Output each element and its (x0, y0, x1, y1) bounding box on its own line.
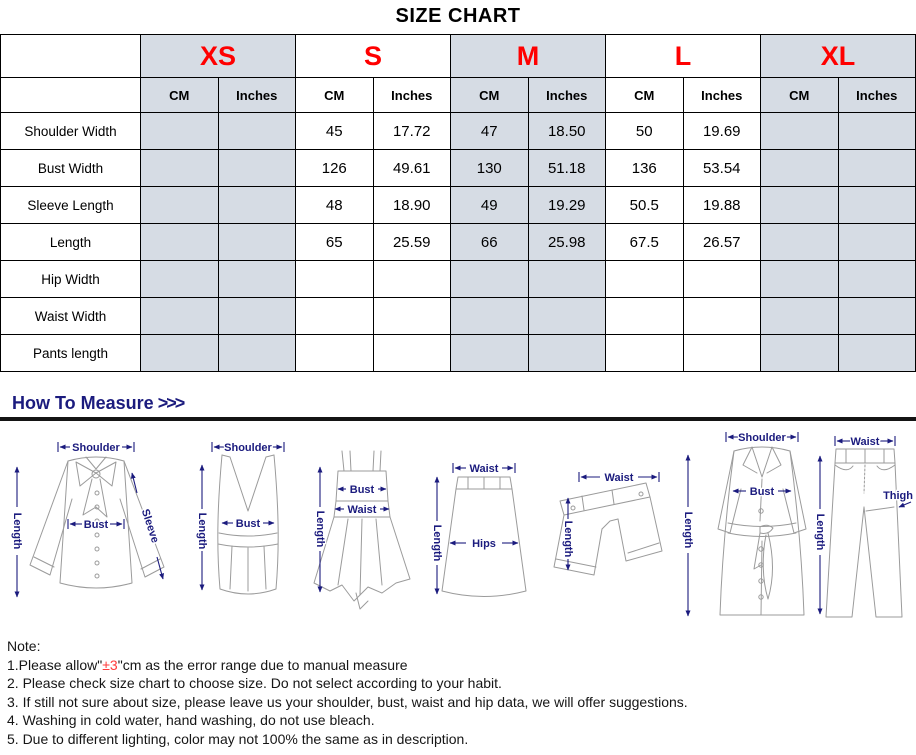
value-cell (451, 335, 529, 372)
value-cell (141, 335, 219, 372)
unit-header-inches: Inches (528, 78, 606, 113)
unit-header-cm: CM (606, 78, 684, 113)
value-cell: 50 (606, 113, 684, 150)
value-cell (606, 261, 684, 298)
unit-header-inches: Inches (683, 78, 761, 113)
unit-header-cm: CM (141, 78, 219, 113)
value-cell (141, 224, 219, 261)
value-cell (218, 261, 296, 298)
measure-label-waist: Waist (469, 463, 499, 475)
measure-label-hips: Hips (472, 538, 496, 550)
value-cell (683, 261, 761, 298)
row-label: Length (1, 224, 141, 261)
size-chart-table (0, 34, 916, 372)
value-cell: 130 (451, 150, 529, 187)
unit-header-row (1, 78, 916, 113)
value-cell (606, 298, 684, 335)
coat-measure-arrows (688, 432, 798, 616)
skirt-measure-arrows (437, 463, 518, 594)
measure-label-waist: Waist (604, 472, 634, 484)
value-cell (838, 261, 916, 298)
measure-label-length: Length (431, 524, 443, 562)
table-row-length (1, 224, 916, 261)
value-cell (761, 298, 839, 335)
chevrons-icon: >>> (157, 393, 184, 413)
value-cell (141, 113, 219, 150)
value-cell: 65 (296, 224, 374, 261)
measure-label-length: Length (682, 511, 694, 549)
notes-section (7, 637, 916, 748)
unit-header-cm: CM (451, 78, 529, 113)
measure-label-waist: Waist (347, 504, 377, 516)
value-cell (761, 150, 839, 187)
measure-label-shoulder: Shoulder (738, 432, 786, 444)
tank-top-illustration (192, 439, 304, 611)
notes-heading: Note: (7, 638, 41, 654)
coat-line-art (718, 447, 806, 615)
size-header-row (1, 35, 916, 78)
value-cell (373, 298, 451, 335)
unit-header-inches: Inches (373, 78, 451, 113)
value-cell (218, 335, 296, 372)
value-cell: 25.98 (528, 224, 606, 261)
note-1-suffix: "cm as the error range due to manual measure (117, 656, 408, 673)
unit-header-inches: Inches (218, 78, 296, 113)
row-label: Pants length (1, 335, 141, 372)
row-label: Waist Width (1, 298, 141, 335)
value-cell (838, 335, 916, 372)
value-cell (296, 298, 374, 335)
dress-line-art (314, 451, 410, 609)
measure-label-length: Length (196, 512, 208, 550)
value-cell (838, 298, 916, 335)
skirt-illustration (428, 455, 540, 607)
measure-label-sleeve: Sleeve (138, 507, 161, 545)
shorts-illustration (548, 467, 666, 599)
value-cell (761, 224, 839, 261)
size-header-l: L (606, 35, 761, 78)
measure-label-length: Length (314, 510, 326, 548)
value-cell: 66 (451, 224, 529, 261)
unit-header-cm: CM (761, 78, 839, 113)
value-cell (218, 113, 296, 150)
size-header-s: S (296, 35, 451, 78)
value-cell: 136 (606, 150, 684, 187)
value-cell (373, 335, 451, 372)
divider-line (0, 417, 916, 421)
measure-label-shoulder: Shoulder (224, 442, 272, 454)
value-cell: 47 (451, 113, 529, 150)
value-cell (141, 298, 219, 335)
how-to-measure-heading (12, 393, 916, 414)
measure-illustrations (0, 423, 916, 627)
measure-label-shoulder: Shoulder (72, 442, 120, 454)
value-cell (683, 335, 761, 372)
value-cell: 48 (296, 187, 374, 224)
page-title: SIZE CHART (395, 5, 521, 27)
note-1-tolerance: ±3 (102, 656, 118, 673)
table-row-waist-width (1, 298, 916, 335)
value-cell (838, 187, 916, 224)
table-row-hip-width (1, 261, 916, 298)
value-cell (838, 113, 916, 150)
value-cell (451, 261, 529, 298)
value-cell (218, 150, 296, 187)
value-cell: 25.59 (373, 224, 451, 261)
value-cell (838, 224, 916, 261)
value-cell (838, 150, 916, 187)
value-cell (761, 335, 839, 372)
value-cell: 17.72 (373, 113, 451, 150)
unit-header-cm: CM (296, 78, 374, 113)
value-cell (528, 335, 606, 372)
value-cell (451, 298, 529, 335)
corner-cell (1, 78, 141, 113)
corner-cell (1, 35, 141, 78)
measure-label-length: Length (814, 513, 826, 551)
value-cell (141, 261, 219, 298)
blouse-illustration (6, 435, 186, 619)
value-cell: 26.57 (683, 224, 761, 261)
value-cell (683, 298, 761, 335)
tank-top-measure-arrows (202, 442, 284, 590)
value-cell: 50.5 (606, 187, 684, 224)
skirt-line-art (442, 477, 526, 597)
note-1-prefix: 1.Please allow" (7, 656, 103, 673)
value-cell (528, 261, 606, 298)
table-row-bust-width (1, 150, 916, 187)
measure-label-bust: Bust (83, 519, 109, 531)
size-header-xl: XL (761, 35, 916, 78)
pants-line-art (826, 449, 902, 617)
value-cell: 49.61 (373, 150, 451, 187)
measure-label-bust: Bust (235, 518, 261, 530)
value-cell: 126 (296, 150, 374, 187)
note-line-1 (7, 656, 916, 675)
row-label: Shoulder Width (1, 113, 141, 150)
measure-label-thigh: Thigh (883, 490, 913, 502)
value-cell: 18.50 (528, 113, 606, 150)
note-line-4: 4. Washing in cold water, hand washing, do not use bleach. (7, 712, 375, 728)
measure-label-length: Length (11, 512, 23, 550)
size-header-m: M (451, 35, 606, 78)
value-cell: 19.29 (528, 187, 606, 224)
value-cell (296, 261, 374, 298)
value-cell (141, 150, 219, 187)
value-cell: 19.69 (683, 113, 761, 150)
value-cell: 53.54 (683, 150, 761, 187)
coat-illustration (672, 427, 812, 625)
size-header-xs: XS (141, 35, 296, 78)
row-label: Hip Width (1, 261, 141, 298)
value-cell (528, 298, 606, 335)
note-line-2: 2. Please check size chart to choose size. Do not select according to your habit. (7, 675, 502, 691)
pants-illustration (814, 429, 914, 625)
row-label: Bust Width (1, 150, 141, 187)
row-label: Sleeve Length (1, 187, 141, 224)
how-to-measure-text: How To Measure (12, 393, 154, 413)
measure-label-length: Length (562, 520, 574, 558)
value-cell (761, 113, 839, 150)
value-cell (218, 187, 296, 224)
value-cell: 18.90 (373, 187, 451, 224)
measure-label-waist: Waist (850, 436, 880, 448)
value-cell: 49 (451, 187, 529, 224)
value-cell: 19.88 (683, 187, 761, 224)
note-line-3: 3. If still not sure about size, please leave us your shoulder, bust, waist and hip data, we will offer suggestions. (7, 693, 688, 710)
table-row-sleeve-length (1, 187, 916, 224)
value-cell (761, 187, 839, 224)
value-cell (761, 261, 839, 298)
value-cell: 67.5 (606, 224, 684, 261)
value-cell (141, 187, 219, 224)
value-cell (218, 298, 296, 335)
dress-illustration (306, 443, 420, 611)
value-cell (606, 335, 684, 372)
table-row-pants-length (1, 335, 916, 372)
value-cell: 45 (296, 113, 374, 150)
value-cell: 51.18 (528, 150, 606, 187)
value-cell (296, 335, 374, 372)
table-row-shoulder-width (1, 113, 916, 150)
measure-label-bust: Bust (349, 484, 375, 496)
unit-header-inches: Inches (838, 78, 916, 113)
value-cell (373, 261, 451, 298)
note-line-5: 5. Due to different lighting, color may not 100% the same as in description. (7, 730, 469, 747)
value-cell (218, 224, 296, 261)
measure-label-bust: Bust (749, 486, 775, 498)
